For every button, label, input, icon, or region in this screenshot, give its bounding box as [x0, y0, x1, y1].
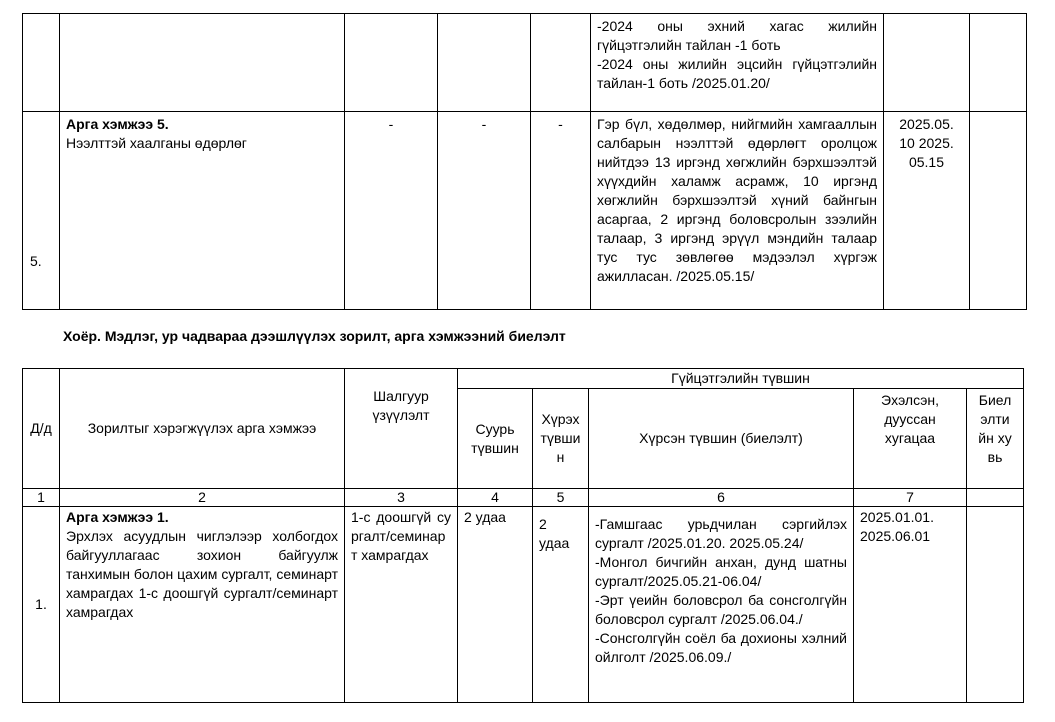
period-start: 2025.01.01.: [860, 509, 934, 525]
target-cell: -: [531, 112, 591, 310]
achievement-cell: [591, 14, 884, 112]
period-cell: [854, 507, 967, 703]
achievement-line: -Сонсголгүйн соёл ба дохионы хэлний ойлголт /2025.06.09./: [595, 630, 847, 665]
achievement-cell: Гэр бүл, хөдөлмөр, нийгмийн хамгааллын салбарын нээлттэй өдөрлөгт оролцож нийтдээ 13 иргэнд хөгжлийн бэрхшээлтэй хүүхдийн халамж асрамж, 10 иргэнд хөгжлийн бэрхшээлтэй хүний байнгын асаргаа, 2 иргэнд боловсролын зээлийн талаар, 3 иргэнд эрүүл мэндийн талаар тус тус зөвлөгөө мэдээлэл хүргэж ажилласан. /2025.05.15/: [591, 112, 884, 310]
measure-title: Арга хэмжээ 1.: [66, 509, 169, 525]
achievement-line: -Гамшгаас урьдчилан сэргийлэх сургалт /2025.01.20. 2025.05.24/: [595, 516, 847, 551]
cell: [60, 14, 345, 112]
table-row: [23, 507, 1024, 703]
achievement-line: -2024 оны жилийн эцсийн гүйцэтгэлийн тайлан-1 боть /2025.01.20/: [597, 56, 877, 91]
activity-table-top: [22, 13, 1027, 310]
cell: [23, 14, 60, 112]
header-level-group: Гүйцэтгэлийн түвшин: [458, 369, 1024, 389]
col-number: 7: [854, 489, 967, 507]
indicator-cell: 1-с доошгүй сургалт/семинарт хамрагдах: [345, 507, 458, 703]
target-cell: 2 удаа: [533, 507, 589, 703]
achievement-line: -Монгол бичгийн анхан, дунд шатны сургалт/2025.05.21-06.04/: [595, 554, 847, 589]
measure-text: Нээлттэй хаалганы өдөрлөг: [66, 135, 247, 151]
cell: [531, 14, 591, 112]
header-target: Хүрэх түвшин: [533, 389, 589, 489]
cell: [345, 14, 438, 112]
header-achieved: Хүрсэн түвшин (биелэлт): [589, 389, 854, 489]
percent-cell: [967, 507, 1024, 703]
header-baseline: Суурь түвшин: [458, 389, 533, 489]
baseline-cell: -: [438, 112, 531, 310]
col-number: 4: [458, 489, 533, 507]
col-number: 1: [23, 489, 60, 507]
col-number: 5: [533, 489, 589, 507]
measure-cell: [60, 112, 345, 310]
header-no: Д/д: [23, 369, 60, 489]
header-indicator: Шалгуур үзүүлэлт: [345, 369, 458, 489]
period-cell: 2025.05.10 2025.05.15: [884, 112, 970, 310]
cell: [438, 14, 531, 112]
row-number: 5.: [23, 112, 60, 310]
period-end: 2025.06.01: [860, 528, 931, 544]
measure-text: Эрхлэх асуудлын чиглэлээр холбогдох байгууллагаас зохион байгуулж танхимын болон цахим сургалт, семинарт хамрагдах 1-с доошгүй сургалт/семинарт хамрагдах: [66, 528, 338, 620]
baseline-cell: 2 удаа: [458, 507, 533, 703]
header-percent: Биелэлтийн хувь: [967, 389, 1024, 489]
header-period: Эхэлсэн, дууссан хугацаа: [854, 389, 967, 489]
achievement-line: -2024 оны эхний хагас жилийн гүйцэтгэлийн тайлан -1 боть: [597, 18, 877, 53]
measure-title: Арга хэмжээ 5.: [66, 116, 169, 132]
header-row: [23, 369, 1024, 389]
percent-cell: [970, 112, 1027, 310]
indicator-cell: -: [345, 112, 438, 310]
achievement-line: -Эрт үеийн боловсрол ба сонсголгүйн боловсрол сургалт /2025.06.04./: [595, 592, 847, 627]
column-number-row: [23, 489, 1024, 507]
header-measure: Зорилтыг хэрэгжүүлэх арга хэмжээ: [60, 369, 345, 489]
activity-table-skills: [22, 368, 1024, 703]
col-number: 3: [345, 489, 458, 507]
cell: [884, 14, 970, 112]
measure-cell: [60, 507, 345, 703]
table-row: [23, 14, 1027, 112]
col-number: 2: [60, 489, 345, 507]
table-row: [23, 112, 1027, 310]
col-number: 6: [589, 489, 854, 507]
section-heading: Хоёр. Мэдлэг, ур чадвараа дээшлүүлэх зорилт, арга хэмжээний биелэлт: [63, 328, 566, 344]
achievement-cell: [589, 507, 854, 703]
row-number: 1.: [23, 507, 60, 703]
cell: [970, 14, 1027, 112]
